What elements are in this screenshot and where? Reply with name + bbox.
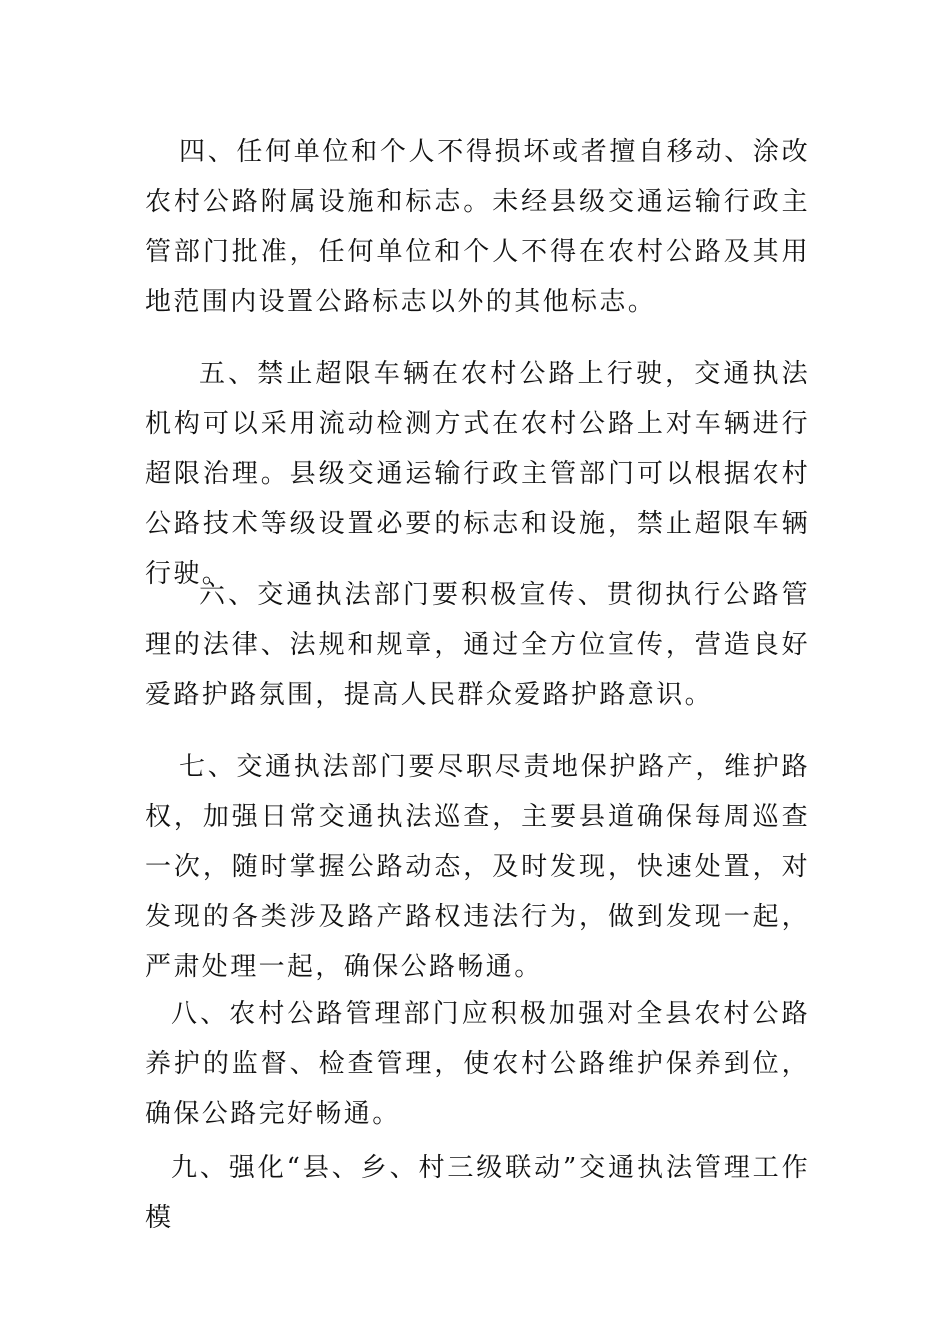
paragraph-item-5: 五、禁止超限车辆在农村公路上行驶，交通执法机构可以采用流动检测方式在农村公路上对车辆进行超限治理。县级交通运输行政主管部门可以根据农村公路技术等级设置必要的标志和设施，禁止超限车辆行驶。 (145, 359, 810, 589)
paragraph-item-6: 六、交通执法部门要积极宣传、贯彻执行公路管理的法律、法规和规章，通过全方位宣传，营造良好爱路护路氛围，提高人民群众爱路护路意识。 (145, 580, 810, 710)
paragraph-item-8: 八、农村公路管理部门应积极加强对全县农村公路养护的监督、检查管理，使农村公路维护保养到位，确保公路完好畅通。 (145, 999, 810, 1129)
paragraph-item-4: 四、任何单位和个人不得损坏或者擅自移动、涂改农村公路附属设施和标志。未经县级交通运输行政主管部门批准，任何单位和个人不得在农村公路及其用地范围内设置公路标志以外的其他标志。 (145, 137, 810, 317)
paragraph-item-7: 七、交通执法部门要尽职尽责地保护路产，维护路权，加强日常交通执法巡查，主要县道确保每周巡查一次，随时掌握公路动态，及时发现，快速处置，对发现的各类涉及路产路权违法行为，做到发现一起，严肃处理一起，确保公路畅通。 (145, 752, 810, 982)
paragraph-item-9: 九、强化“县、乡、村三级联动”交通执法管理工作模 (145, 1153, 810, 1233)
